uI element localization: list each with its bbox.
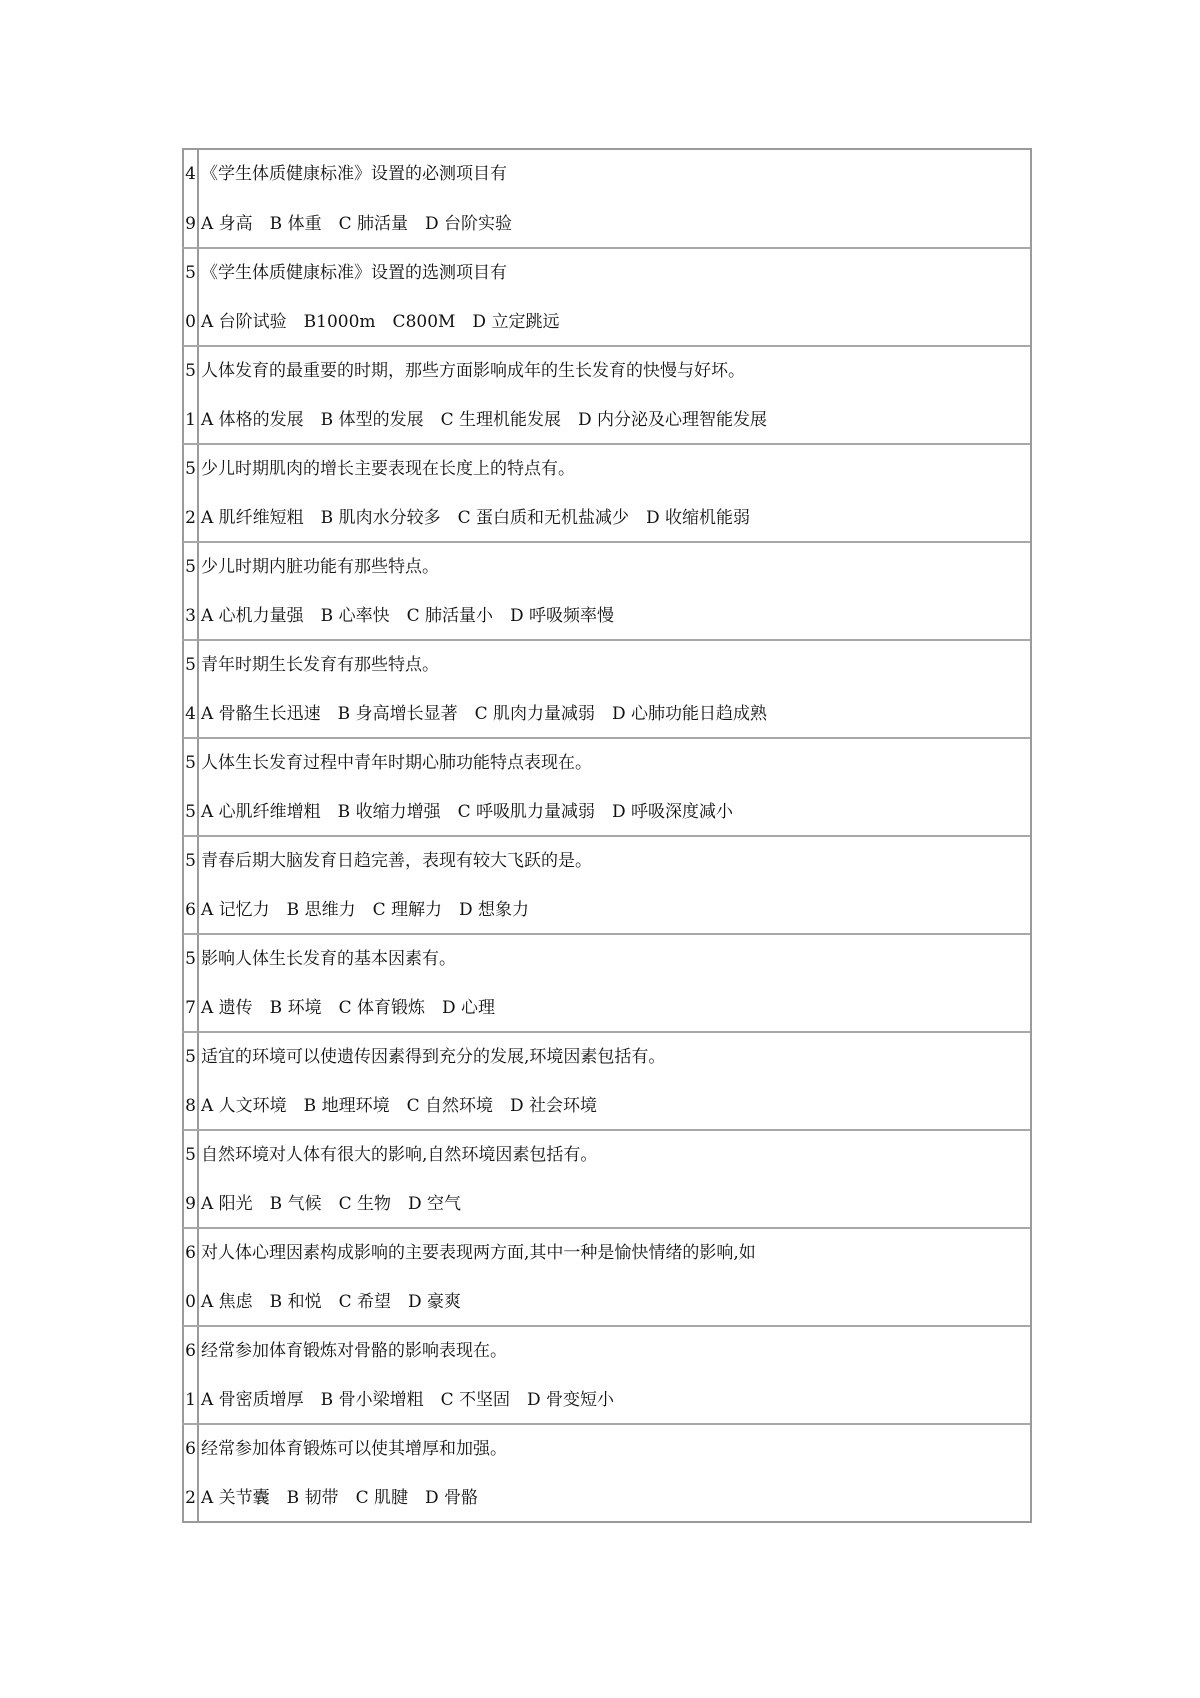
question-text: 影响人体生长发育的基本因素有。 xyxy=(201,949,456,969)
question-number-cell xyxy=(183,1131,198,1227)
question-number-bottom: 2 xyxy=(185,508,196,528)
question-content-cell xyxy=(198,1131,1030,1227)
question-number-top: 4 xyxy=(185,164,196,184)
question-options: A 焦虑 B 和悦 C 希望 D 豪爽 xyxy=(201,1292,462,1312)
question-number-top: 5 xyxy=(185,949,196,969)
question-table xyxy=(182,148,1032,1523)
question-row xyxy=(183,541,1030,639)
question-content-cell xyxy=(198,641,1030,737)
question-number-top: 5 xyxy=(185,263,196,283)
question-content-cell xyxy=(198,249,1030,345)
question-content-cell xyxy=(198,445,1030,541)
question-number-top: 5 xyxy=(185,1047,196,1067)
question-number-top: 6 xyxy=(185,1243,196,1263)
question-content-cell xyxy=(198,1229,1030,1325)
question-number-bottom: 3 xyxy=(185,606,196,626)
question-options: A 体格的发展 B 体型的发展 C 生理机能发展 D 内分泌及心理智能发展 xyxy=(201,410,768,430)
question-row xyxy=(183,639,1030,737)
question-options: A 身高 B 体重 C 肺活量 D 台阶实验 xyxy=(201,214,513,234)
question-options: A 人文环境 B 地理环境 C 自然环境 D 社会环境 xyxy=(201,1096,598,1116)
question-options: A 台阶试验 B1000m C800M D 立定跳远 xyxy=(201,312,560,332)
question-number-bottom: 6 xyxy=(185,900,196,920)
question-number-top: 5 xyxy=(185,655,196,675)
question-number-cell xyxy=(183,1229,198,1325)
question-content-cell xyxy=(198,150,1030,247)
question-options: A 遗传 B 环境 C 体育锻炼 D 心理 xyxy=(201,998,496,1018)
question-row xyxy=(183,443,1030,541)
question-text: 《学生体质健康标准》设置的必测项目有 xyxy=(201,164,507,184)
question-number-cell xyxy=(183,543,198,639)
question-number-top: 6 xyxy=(185,1439,196,1459)
question-number-top: 6 xyxy=(185,1341,196,1361)
question-row xyxy=(183,1325,1030,1423)
question-content-cell xyxy=(198,1327,1030,1423)
question-number-bottom: 0 xyxy=(185,1292,196,1312)
question-content-cell xyxy=(198,935,1030,1031)
question-number-bottom: 2 xyxy=(185,1488,196,1508)
question-number-cell xyxy=(183,837,198,933)
question-text: 人体生长发育过程中青年时期心肺功能特点表现在。 xyxy=(201,753,592,773)
question-number-cell xyxy=(183,1327,198,1423)
question-text: 《学生体质健康标准》设置的选测项目有 xyxy=(201,263,507,283)
question-text: 经常参加体育锻炼对骨骼的影响表现在。 xyxy=(201,1341,507,1361)
question-number-bottom: 7 xyxy=(185,998,196,1018)
question-content-cell xyxy=(198,1033,1030,1129)
question-number-top: 5 xyxy=(185,753,196,773)
question-number-bottom: 1 xyxy=(185,410,196,430)
question-number-cell xyxy=(183,1425,198,1521)
question-options: A 骨骼生长迅速 B 身高增长显著 C 肌肉力量减弱 D 心肺功能日趋成熟 xyxy=(201,704,768,724)
question-row xyxy=(183,835,1030,933)
question-number-bottom: 5 xyxy=(185,802,196,822)
question-row xyxy=(183,1129,1030,1227)
question-options: A 阳光 B 气候 C 生物 D 空气 xyxy=(201,1194,462,1214)
question-number-bottom: 0 xyxy=(185,312,196,332)
question-number-cell xyxy=(183,739,198,835)
question-number-top: 5 xyxy=(185,459,196,479)
question-row xyxy=(183,737,1030,835)
question-number-bottom: 8 xyxy=(185,1096,196,1116)
question-row xyxy=(183,1031,1030,1129)
question-text: 适宜的环境可以使遗传因素得到充分的发展,环境因素包括有。 xyxy=(201,1047,666,1067)
question-number-top: 5 xyxy=(185,851,196,871)
question-number-cell xyxy=(183,249,198,345)
question-content-cell xyxy=(198,837,1030,933)
question-number-bottom: 9 xyxy=(185,214,196,234)
question-content-cell xyxy=(198,543,1030,639)
question-options: A 心肌纤维增粗 B 收缩力增强 C 呼吸肌力量减弱 D 呼吸深度减小 xyxy=(201,802,734,822)
question-number-bottom: 9 xyxy=(185,1194,196,1214)
question-options: A 记忆力 B 思维力 C 理解力 D 想象力 xyxy=(201,900,530,920)
question-content-cell xyxy=(198,347,1030,443)
question-text: 少儿时期肌肉的增长主要表现在长度上的特点有。 xyxy=(201,459,575,479)
question-row xyxy=(183,1423,1030,1521)
question-text: 对人体心理因素构成影响的主要表现两方面,其中一种是愉快情绪的影响,如 xyxy=(201,1243,756,1263)
question-text: 人体发育的最重要的时期，那些方面影响成年的生长发育的快慢与好坏。 xyxy=(201,361,745,381)
question-content-cell xyxy=(198,739,1030,835)
question-options: A 心机力量强 B 心率快 C 肺活量小 D 呼吸频率慢 xyxy=(201,606,615,626)
question-row xyxy=(183,345,1030,443)
question-text: 少儿时期内脏功能有那些特点。 xyxy=(201,557,439,577)
question-row xyxy=(183,1227,1030,1325)
question-options: A 肌纤维短粗 B 肌肉水分较多 C 蛋白质和无机盐减少 D 收缩机能弱 xyxy=(201,508,751,528)
question-number-cell xyxy=(183,935,198,1031)
question-number-cell xyxy=(183,445,198,541)
question-text: 自然环境对人体有很大的影响,自然环境因素包括有。 xyxy=(201,1145,598,1165)
question-number-cell xyxy=(183,150,198,247)
question-number-top: 5 xyxy=(185,1145,196,1165)
question-number-cell xyxy=(183,641,198,737)
question-number-top: 5 xyxy=(185,361,196,381)
question-options: A 骨密质增厚 B 骨小梁增粗 C 不坚固 D 骨变短小 xyxy=(201,1390,615,1410)
question-number-bottom: 4 xyxy=(185,704,196,724)
question-options: A 关节囊 B 韧带 C 肌腱 D 骨骼 xyxy=(201,1488,479,1508)
question-row xyxy=(183,933,1030,1031)
question-number-top: 5 xyxy=(185,557,196,577)
question-row xyxy=(183,247,1030,345)
question-content-cell xyxy=(198,1425,1030,1521)
question-text: 青春后期大脑发育日趋完善，表现有较大飞跃的是。 xyxy=(201,851,592,871)
question-number-bottom: 1 xyxy=(185,1390,196,1410)
question-number-cell xyxy=(183,347,198,443)
question-number-cell xyxy=(183,1033,198,1129)
question-row xyxy=(183,149,1030,247)
question-text: 青年时期生长发育有那些特点。 xyxy=(201,655,439,675)
question-text: 经常参加体育锻炼可以使其增厚和加强。 xyxy=(201,1439,507,1459)
